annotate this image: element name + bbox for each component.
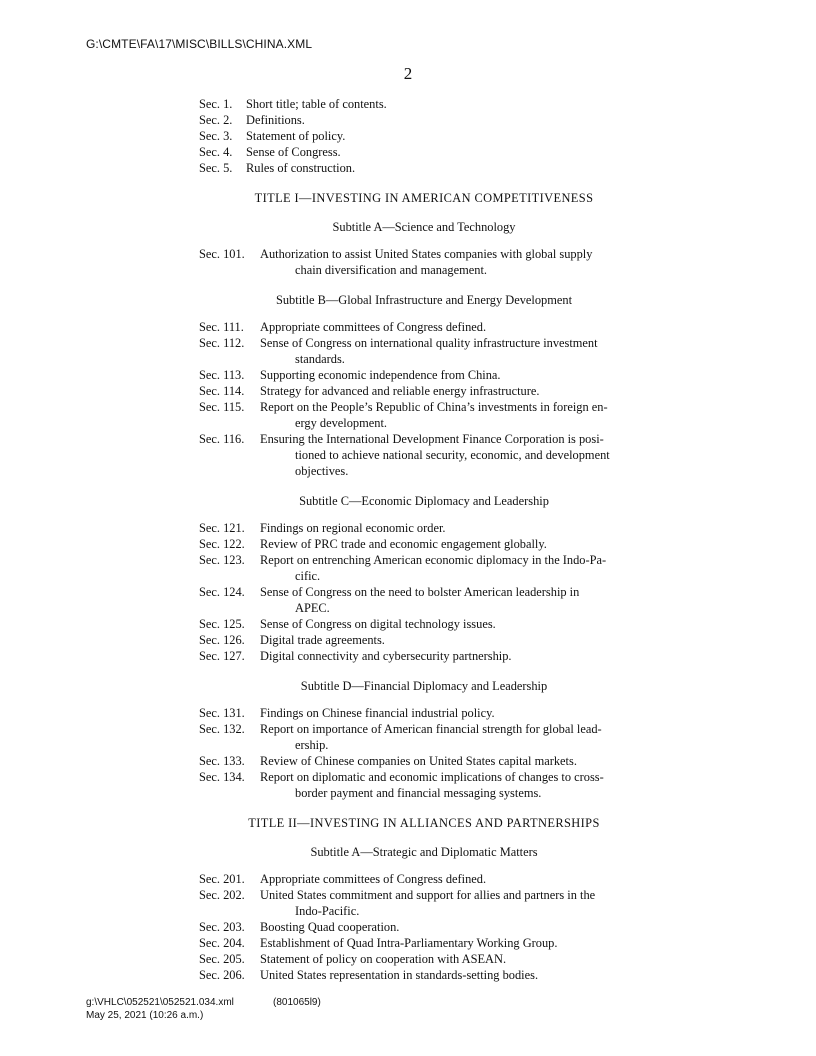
- toc-entry: [199, 431, 649, 479]
- toc-entry: [199, 144, 649, 160]
- section-number: Sec. 111.: [199, 320, 244, 334]
- footer-file: g:\VHLC\052521\052521.034.xml: [86, 997, 234, 1008]
- section-number: Sec. 133.: [199, 754, 245, 768]
- title-1-subtitle-d-heading: Subtitle D—Financial Diplomacy and Leadership: [300, 679, 548, 693]
- title-1-subtitle-c-heading: Subtitle C—Economic Diplomacy and Leadership: [299, 494, 549, 508]
- section-title-continued: standards.: [295, 352, 345, 366]
- section-title: Report on diplomatic and economic implications of changes to cross-: [260, 770, 604, 784]
- toc-entry: [199, 769, 649, 801]
- section-number: Sec. 204.: [199, 936, 245, 950]
- toc-entry: [199, 584, 649, 616]
- section-title: Ensuring the International Development Finance Corporation is posi-: [260, 432, 604, 446]
- section-number: Sec. 3.: [199, 129, 233, 143]
- section-title: Appropriate committees of Congress defined.: [260, 320, 487, 334]
- toc-entry: [199, 96, 649, 112]
- title-1-subtitle-b-heading: Subtitle B—Global Infrastructure and Energy Development: [275, 293, 573, 307]
- section-number: Sec. 115.: [199, 400, 245, 414]
- toc-entry: [199, 552, 649, 584]
- section-title: Appropriate committees of Congress defined.: [260, 872, 487, 886]
- footer-code: (801065l9): [273, 997, 321, 1008]
- section-title: United States representation in standards-setting bodies.: [260, 968, 539, 982]
- toc-entry: [199, 112, 649, 128]
- toc-entry: [199, 520, 649, 536]
- section-title: Report on the People’s Republic of China’s investments in foreign en-: [260, 400, 608, 414]
- title-2-subtitle-a-heading: Subtitle A—Strategic and Diplomatic Matters: [310, 845, 538, 859]
- toc-entry: [199, 919, 649, 935]
- title-1-subtitle-b-list: [199, 319, 649, 479]
- section-title: Review of Chinese companies on United States capital markets.: [260, 754, 577, 768]
- section-title: Statement of policy.: [246, 129, 346, 143]
- toc-entry: [199, 721, 649, 753]
- toc-general-list: [199, 96, 649, 176]
- document-path: G:\CMTE\FA\17\MISC\BILLS\CHINA.XML: [86, 37, 313, 51]
- section-title: Sense of Congress on the need to bolster American leadership in: [260, 585, 580, 599]
- section-title: Digital trade agreements.: [260, 633, 385, 647]
- section-number: Sec. 2.: [199, 113, 233, 127]
- toc-entry: [199, 536, 649, 552]
- section-title-continued: cific.: [295, 569, 321, 583]
- toc-entry: [199, 319, 649, 335]
- section-title-continued: Indo-Pacific.: [295, 904, 360, 918]
- toc-entry: [199, 383, 649, 399]
- section-title: Definitions.: [246, 113, 305, 127]
- section-number: Sec. 1.: [199, 97, 233, 111]
- section-number: Sec. 101.: [199, 247, 245, 261]
- section-title: Findings on regional economic order.: [260, 521, 446, 535]
- section-title: Boosting Quad cooperation.: [260, 920, 400, 934]
- section-number: Sec. 203.: [199, 920, 245, 934]
- section-title: Review of PRC trade and economic engagement globally.: [260, 537, 547, 551]
- section-title-continued: chain diversification and management.: [295, 263, 487, 277]
- section-title: Report on importance of American financial strength for global lead-: [260, 722, 602, 736]
- toc-entry: [199, 246, 649, 278]
- toc-entry: [199, 871, 649, 887]
- toc-entry: [199, 632, 649, 648]
- section-number: Sec. 125.: [199, 617, 245, 631]
- toc-entry: [199, 935, 649, 951]
- toc-entry: [199, 951, 649, 967]
- section-title-continued: tioned to achieve national security, economic, and development: [295, 448, 610, 462]
- section-title: Authorization to assist United States companies with global supply: [260, 247, 593, 261]
- section-title: Findings on Chinese financial industrial policy.: [260, 706, 495, 720]
- section-title: Strategy for advanced and reliable energy infrastructure.: [260, 384, 540, 398]
- toc-entry: [199, 967, 649, 983]
- section-title-continued: ergy development.: [295, 416, 387, 430]
- toc-entry: [199, 367, 649, 383]
- section-title-continued: ership.: [295, 738, 329, 752]
- section-number: Sec. 114.: [199, 384, 245, 398]
- section-number: Sec. 113.: [199, 368, 245, 382]
- section-title: Establishment of Quad Intra-Parliamentary Working Group.: [260, 936, 558, 950]
- toc-entry: [199, 705, 649, 721]
- title-2-heading: TITLE II—INVESTING IN ALLIANCES AND PARTNERSHIPS: [248, 816, 600, 830]
- toc-entry: [199, 616, 649, 632]
- footer: [86, 996, 321, 1022]
- section-number: Sec. 206.: [199, 968, 245, 982]
- title-1-heading: TITLE I—INVESTING IN AMERICAN COMPETITIVENESS: [254, 191, 594, 205]
- title-1-subtitle-a-list: [199, 246, 649, 278]
- section-title-continued: objectives.: [295, 464, 349, 478]
- section-number: Sec. 132.: [199, 722, 245, 736]
- page-number: 2: [403, 64, 413, 83]
- toc-entry: [199, 335, 649, 367]
- section-title: United States commitment and support for allies and partners in the: [260, 888, 596, 902]
- section-number: Sec. 116.: [199, 432, 245, 446]
- section-number: Sec. 121.: [199, 521, 245, 535]
- toc-entry: [199, 887, 649, 919]
- title-1-subtitle-d-list: [199, 705, 649, 801]
- toc-entry: [199, 128, 649, 144]
- section-title: Sense of Congress on international quality infrastructure investment: [260, 336, 598, 350]
- toc-entry: [199, 648, 649, 664]
- section-title: Short title; table of contents.: [246, 97, 387, 111]
- section-title: Rules of construction.: [246, 161, 356, 175]
- section-title: Supporting economic independence from China.: [260, 368, 501, 382]
- toc-entry: [199, 160, 649, 176]
- footer-date: May 25, 2021 (10:26 a.m.): [86, 1010, 204, 1021]
- section-number: Sec. 205.: [199, 952, 245, 966]
- table-of-contents: [199, 96, 649, 983]
- section-title: Sense of Congress on digital technology issues.: [260, 617, 496, 631]
- title-2-subtitle-a-list: [199, 871, 649, 983]
- title-1-subtitle-c-list: [199, 520, 649, 664]
- section-title: Digital connectivity and cybersecurity partnership.: [260, 649, 512, 663]
- section-title: Report on entrenching American economic diplomacy in the Indo-Pa-: [260, 553, 607, 567]
- section-title: Statement of policy on cooperation with ASEAN.: [260, 952, 507, 966]
- toc-entry: [199, 753, 649, 769]
- section-number: Sec. 201.: [199, 872, 245, 886]
- section-number: Sec. 4.: [199, 145, 233, 159]
- section-number: Sec. 127.: [199, 649, 245, 663]
- section-number: Sec. 122.: [199, 537, 245, 551]
- section-number: Sec. 112.: [199, 336, 245, 350]
- section-number: Sec. 126.: [199, 633, 245, 647]
- section-number: Sec. 134.: [199, 770, 245, 784]
- section-title-continued: border payment and financial messaging systems.: [295, 786, 542, 800]
- toc-entry: [199, 399, 649, 431]
- section-number: Sec. 124.: [199, 585, 245, 599]
- section-number: Sec. 5.: [199, 161, 233, 175]
- section-number: Sec. 123.: [199, 553, 245, 567]
- section-title: Sense of Congress.: [246, 145, 341, 159]
- title-1-subtitle-a-heading: Subtitle A—Science and Technology: [332, 220, 516, 234]
- section-title-continued: APEC.: [295, 601, 330, 615]
- section-number: Sec. 202.: [199, 888, 245, 902]
- section-number: Sec. 131.: [199, 706, 245, 720]
